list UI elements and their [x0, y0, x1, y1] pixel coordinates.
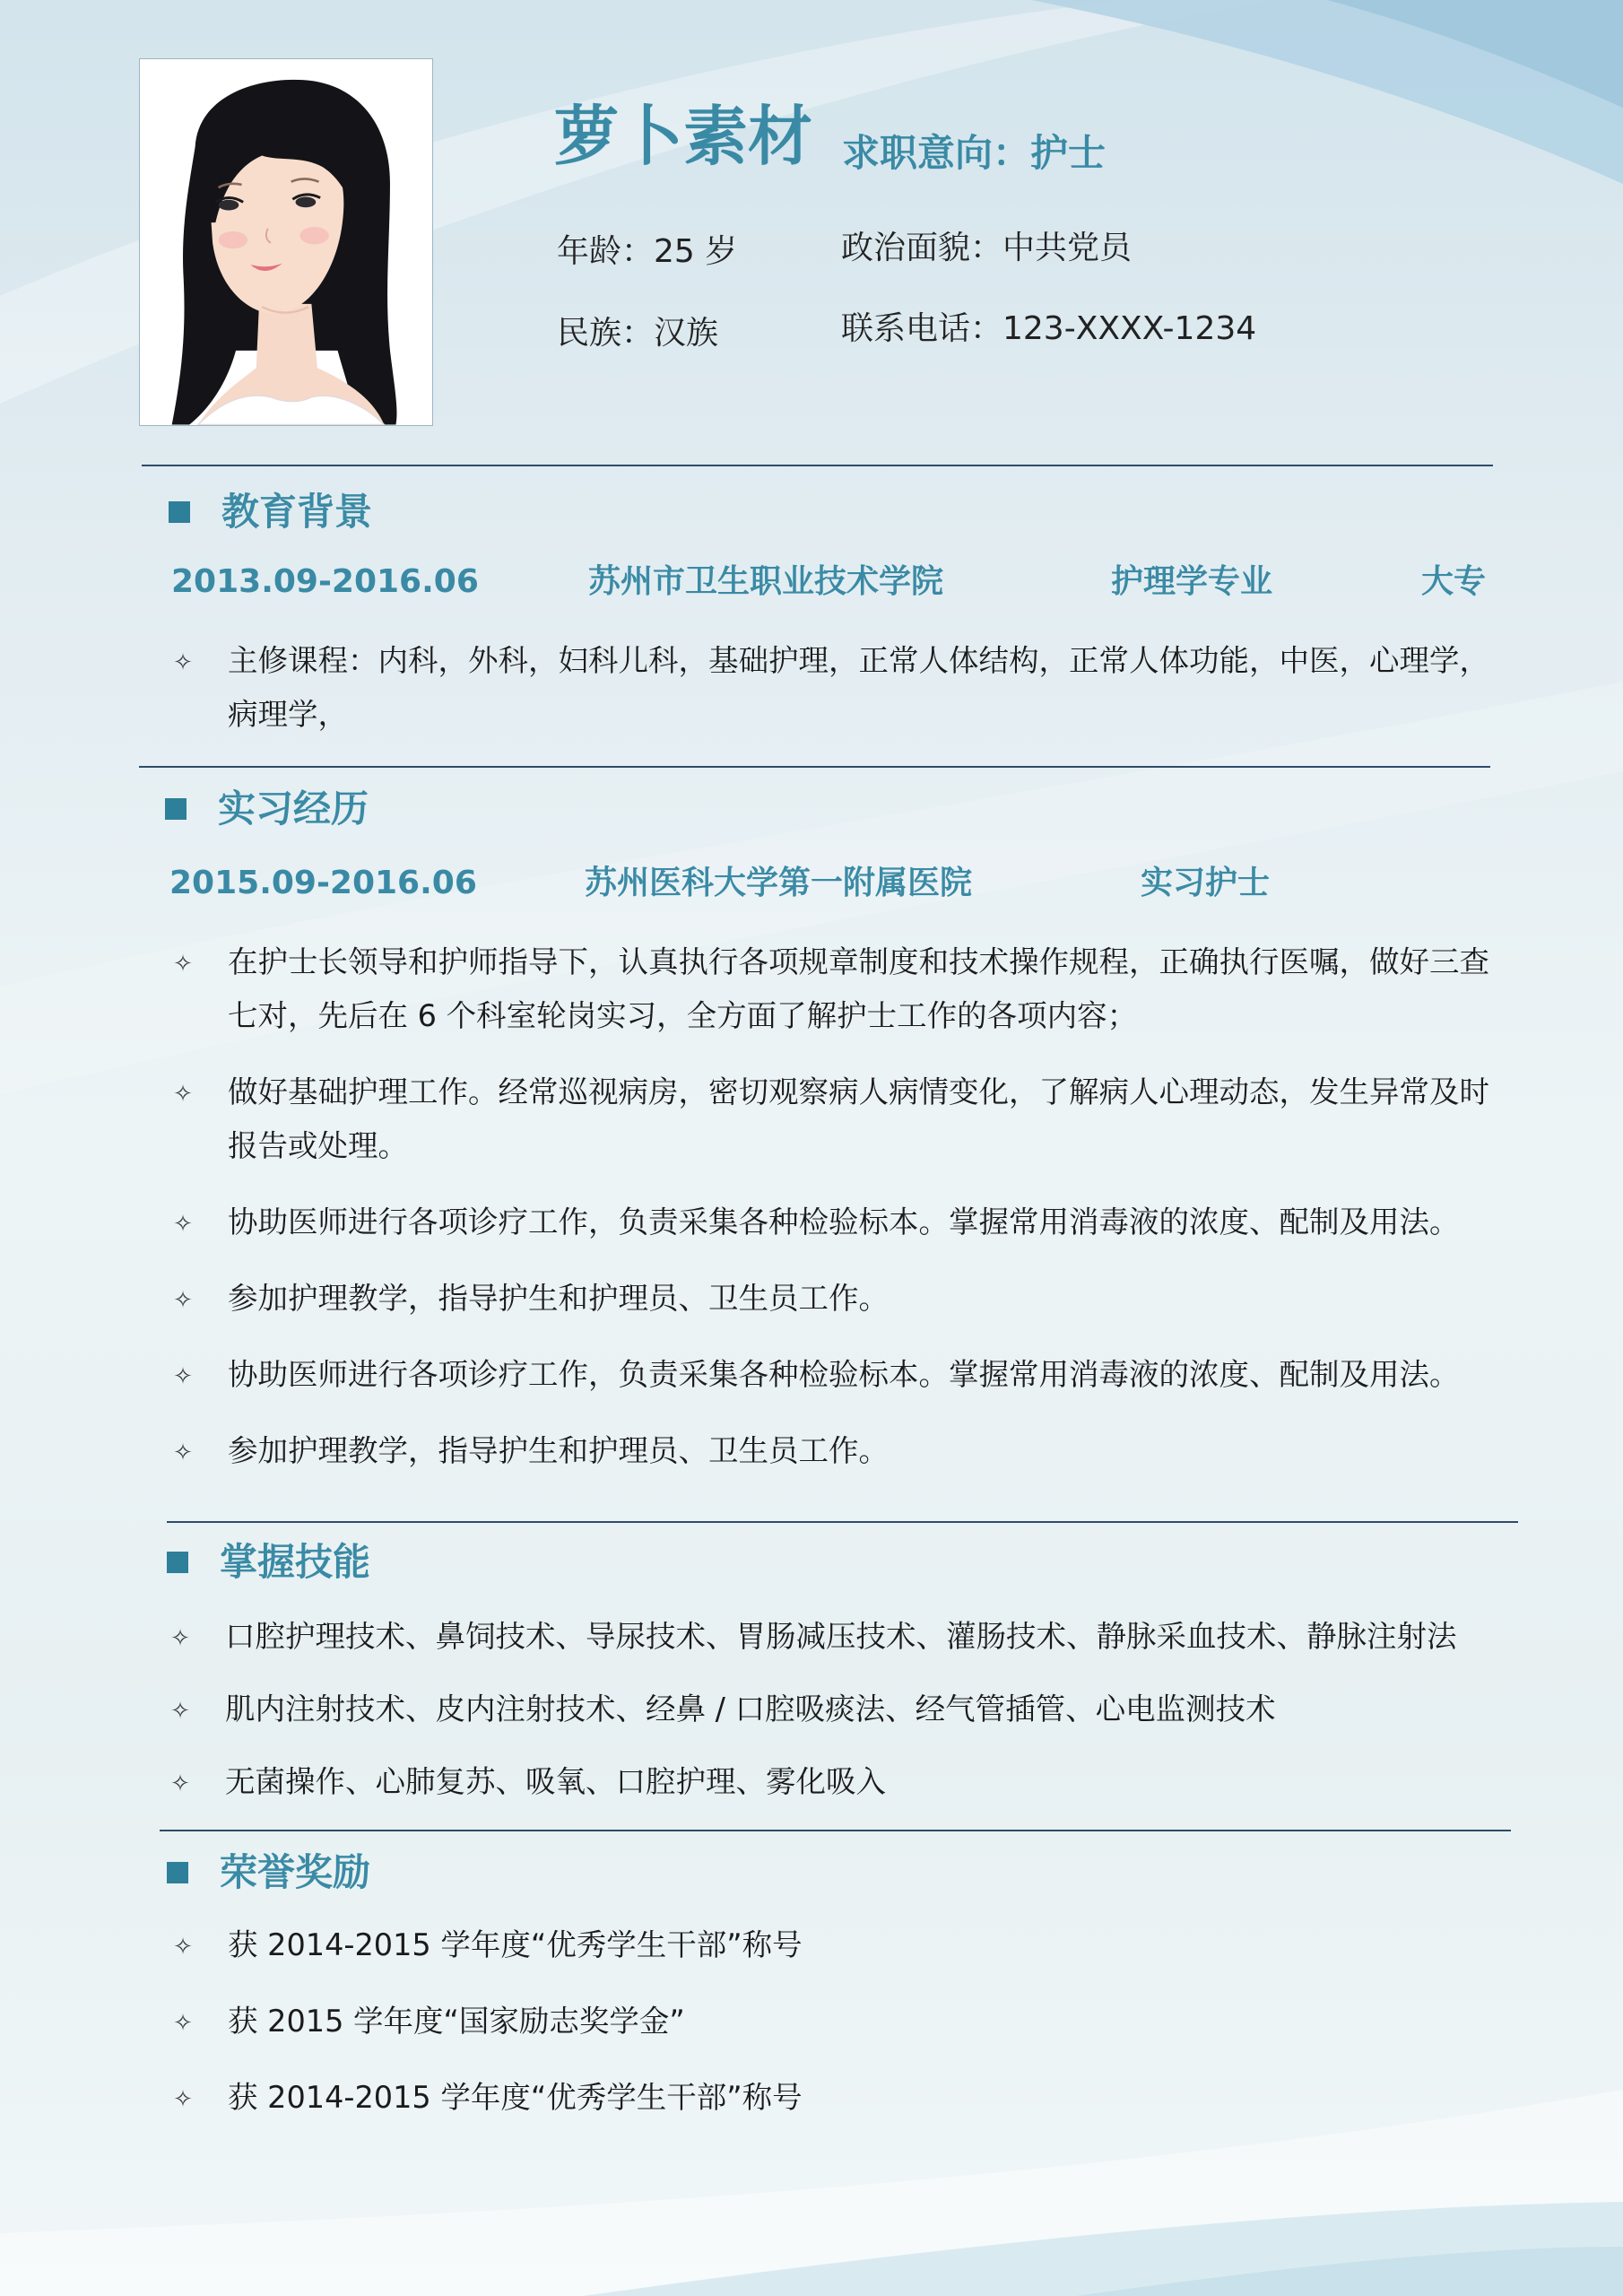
list-item	[173, 2071, 1501, 2125]
internship-period: 2015.09-2016.06	[169, 865, 477, 901]
list-item-text: 参加护理教学，指导护生和护理员、卫生员工作。	[228, 1281, 889, 1316]
list-item-text: 无菌操作、心肺复苏、吸氧、口腔护理、雾化吸入	[225, 1764, 886, 1799]
list-item	[170, 1610, 1498, 1664]
phone-field: 联系电话：123-XXXX-1234	[841, 310, 1257, 347]
star-bullet-icon: ✧	[173, 1081, 193, 1108]
honors-list	[173, 1918, 1501, 2125]
candidate-name: 萝卜素材	[554, 99, 813, 174]
list-item-text: 主修课程：内科，外科，妇科儿科，基础护理，正常人体结构，正常人体功能，中医，心理学，病理学，	[228, 643, 1489, 732]
list-item	[173, 1272, 1501, 1326]
list-item-text: 做好基础护理工作。经常巡视病房，密切观察病人病情变化，了解病人心理动态，发生异常及时报告或处理。	[228, 1074, 1489, 1163]
star-bullet-icon: ✧	[173, 1439, 193, 1466]
list-item-text: 协助医师进行各项诊疗工作，负责采集各种检验标本。掌握常用消毒液的浓度、配制及用法。	[228, 1205, 1460, 1239]
star-bullet-icon: ✧	[173, 951, 193, 978]
list-item-text: 获 2014-2015 学年度“优秀学生干部”称号	[228, 2080, 803, 2115]
ethnicity-field: 民族：汉族	[557, 315, 719, 352]
star-bullet-icon: ✧	[173, 1287, 193, 1314]
education-list	[173, 634, 1501, 742]
list-item	[173, 935, 1501, 1043]
section-header	[167, 1540, 370, 1585]
star-bullet-icon: ✧	[173, 1211, 193, 1238]
list-item	[173, 634, 1501, 742]
list-item	[173, 1196, 1501, 1249]
list-item-text: 获 2015 学年度“国家励志奖学金”	[228, 2004, 685, 2039]
education-period: 2013.09-2016.06	[171, 563, 479, 600]
list-item	[173, 1918, 1501, 1972]
section-divider	[160, 1830, 1511, 1831]
square-marker-icon	[169, 501, 190, 523]
section-header	[167, 1850, 370, 1895]
section-header	[165, 787, 369, 831]
hospital-name: 苏州医科大学第一附属医院	[585, 865, 973, 901]
square-marker-icon	[165, 798, 187, 820]
major-name: 护理学专业	[1111, 563, 1273, 600]
star-bullet-icon: ✧	[170, 1770, 190, 1797]
internship-role: 实习护士	[1141, 865, 1271, 901]
star-bullet-icon: ✧	[173, 2086, 193, 2113]
list-item-text: 协助医师进行各项诊疗工作，负责采集各种检验标本。掌握常用消毒液的浓度、配制及用法。	[228, 1357, 1460, 1392]
section-title: 实习经历	[218, 787, 369, 831]
section-header	[169, 490, 372, 535]
section-divider	[142, 465, 1493, 466]
age-field: 年龄：25 岁	[557, 233, 738, 270]
portrait-illustration	[140, 59, 432, 425]
list-item-text: 肌内注射技术、皮内注射技术、经鼻 / 口腔吸痰法、经气管插管、心电监测技术	[225, 1692, 1276, 1726]
section-title: 掌握技能	[220, 1540, 371, 1584]
list-item	[170, 1755, 1498, 1809]
star-bullet-icon: ✧	[173, 2010, 193, 2037]
internship-list	[173, 935, 1501, 1478]
section-title: 荣誉奖励	[220, 1850, 371, 1894]
list-item	[173, 1995, 1501, 2048]
section-divider	[139, 766, 1490, 768]
section-title: 教育背景	[221, 490, 373, 534]
list-item-text: 获 2014-2015 学年度“优秀学生干部”称号	[228, 1927, 803, 1962]
list-item	[170, 1683, 1498, 1736]
list-item	[173, 1348, 1501, 1402]
star-bullet-icon: ✧	[173, 1934, 193, 1961]
skills-list	[170, 1610, 1498, 1809]
star-bullet-icon: ✧	[170, 1625, 190, 1652]
job-objective: 求职意向：护士	[842, 131, 1107, 175]
list-item	[173, 1424, 1501, 1478]
degree-level: 大专	[1421, 563, 1487, 600]
square-marker-icon	[167, 1552, 188, 1573]
avatar	[139, 58, 433, 426]
school-name: 苏州市卫生职业技术学院	[588, 563, 944, 600]
square-marker-icon	[167, 1862, 188, 1883]
list-item-text: 参加护理教学，指导护生和护理员、卫生员工作。	[228, 1433, 889, 1468]
political-status-field: 政治面貌：中共党员	[841, 230, 1133, 266]
star-bullet-icon: ✧	[173, 1363, 193, 1390]
list-item	[173, 1065, 1501, 1173]
list-item-text: 在护士长领导和护师指导下，认真执行各项规章制度和技术操作规程，正确执行医嘱，做好三查七对，先后在 6 个科室轮岗实习，全方面了解护士工作的各项内容；	[228, 944, 1489, 1033]
star-bullet-icon: ✧	[170, 1698, 190, 1725]
section-divider	[167, 1521, 1518, 1523]
star-bullet-icon: ✧	[173, 649, 193, 676]
list-item-text: 口腔护理技术、鼻饲技术、导尿技术、胃肠减压技术、灌肠技术、静脉采血技术、静脉注射法	[225, 1619, 1457, 1654]
